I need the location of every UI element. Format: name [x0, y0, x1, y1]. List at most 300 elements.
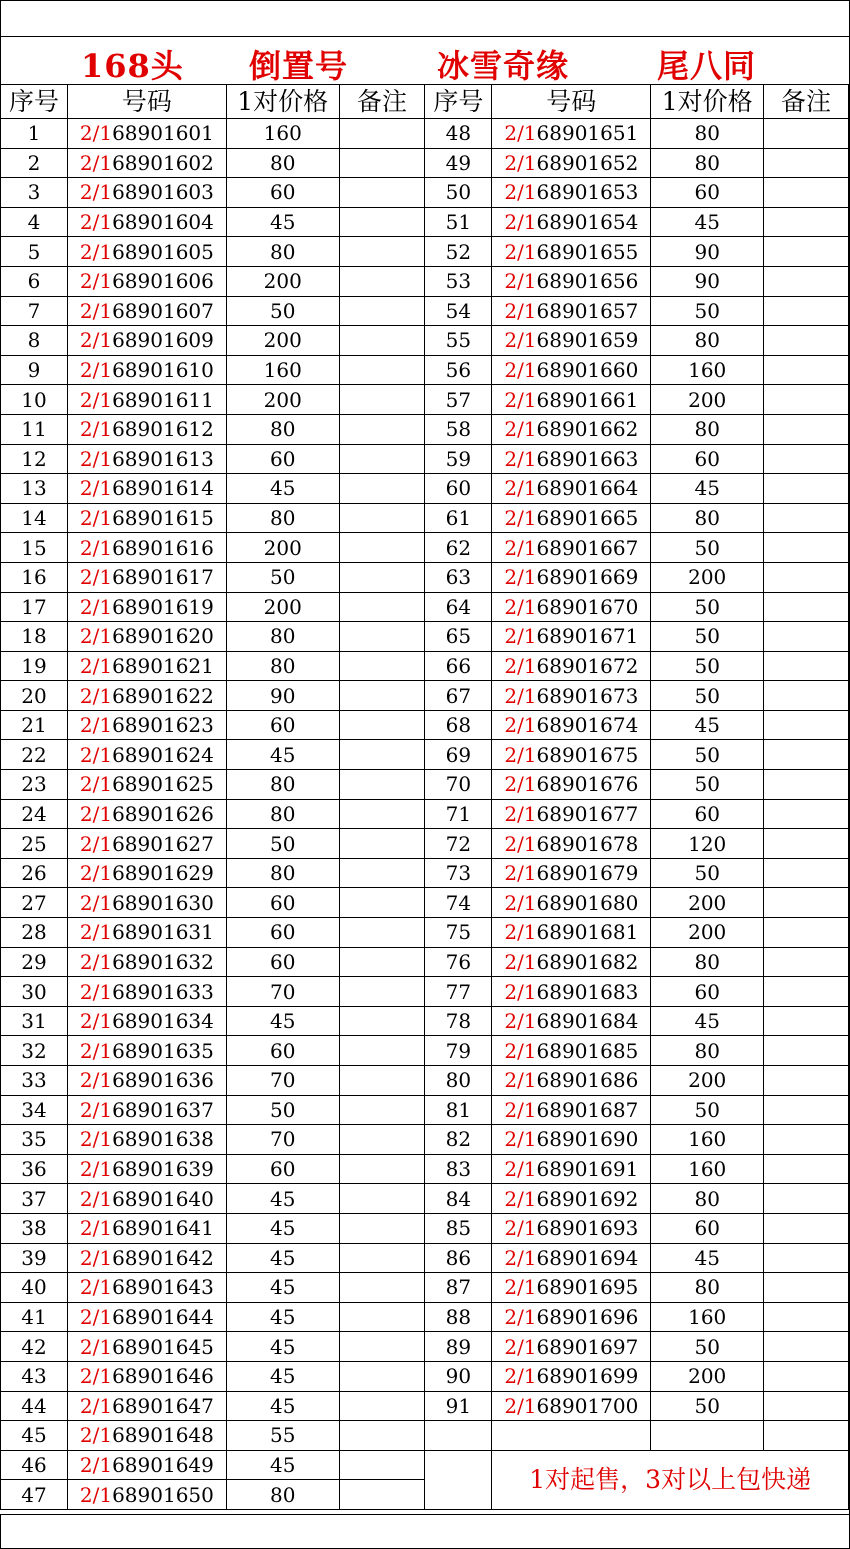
- cell-code: [67, 1450, 226, 1480]
- cell-seq: 71: [425, 799, 492, 829]
- cell-price: 80: [651, 326, 764, 356]
- table-row: [1, 178, 849, 208]
- table-row: [1, 829, 849, 859]
- cell-remark: [764, 1421, 849, 1451]
- cell-price: 60: [651, 977, 764, 1007]
- code-prefix: 2/1: [504, 1364, 537, 1389]
- code-prefix: 2/1: [79, 180, 113, 205]
- cell-price: 80: [651, 119, 764, 149]
- code-prefix: 2/1: [79, 476, 113, 501]
- code-prefix: 2/1: [504, 417, 537, 442]
- cell-code: [67, 503, 226, 533]
- cell-code: [492, 296, 651, 326]
- cell-code: [67, 1480, 226, 1510]
- cell-seq: 75: [425, 918, 492, 948]
- table-row: [1, 1243, 849, 1273]
- code-number: 68901649: [112, 1453, 214, 1478]
- cell-code: [492, 237, 651, 267]
- cell-price: 160: [651, 1154, 764, 1184]
- table-row: [1, 533, 849, 563]
- cell-seq: 54: [425, 296, 492, 326]
- cell-code: [67, 829, 226, 859]
- code-prefix: 2/1: [504, 180, 537, 205]
- cell-code: [67, 266, 226, 296]
- code-number: 68901684: [536, 1009, 639, 1034]
- cell-remark: [339, 326, 425, 356]
- code-prefix: 2/1: [504, 949, 537, 974]
- code-prefix: 2/1: [504, 1245, 537, 1270]
- code-prefix: 2/1: [504, 1216, 537, 1241]
- cell-price: 200: [651, 888, 764, 918]
- code-prefix: 2/1: [504, 1068, 537, 1093]
- cell-seq: 33: [1, 1066, 68, 1096]
- cell-seq: 91: [425, 1391, 492, 1421]
- cell-remark: [764, 1125, 849, 1155]
- cell-remark: [339, 355, 425, 385]
- code-number: 68901677: [536, 801, 639, 826]
- code-number: 68901612: [112, 417, 214, 442]
- cell-price: 200: [226, 592, 339, 622]
- cell-code: [492, 1273, 651, 1303]
- cell-seq: 70: [425, 770, 492, 800]
- table-row: [1, 977, 849, 1007]
- code-prefix: 2/1: [79, 979, 113, 1004]
- code-prefix: 2/1: [79, 417, 113, 442]
- cell-seq: 73: [425, 858, 492, 888]
- code-prefix: 2/1: [79, 653, 113, 678]
- cell-remark: [339, 503, 425, 533]
- code-prefix: 2/1: [504, 920, 537, 945]
- code-prefix: 2/1: [504, 683, 537, 708]
- cell-price: 45: [226, 1184, 339, 1214]
- code-number: 68901604: [112, 210, 214, 235]
- cell-seq: 63: [425, 562, 492, 592]
- cell-code: [492, 1302, 651, 1332]
- cell-remark: [339, 1302, 425, 1332]
- cell-code: [67, 592, 226, 622]
- cell-remark: [339, 1332, 425, 1362]
- table-row: [1, 888, 849, 918]
- cell-price: 80: [226, 237, 339, 267]
- cell-price: 50: [651, 533, 764, 563]
- cell-seq: 62: [425, 533, 492, 563]
- code-number: 68901675: [536, 742, 639, 767]
- cell-price: 80: [651, 1273, 764, 1303]
- cell-code: [492, 1184, 651, 1214]
- table-row: [1, 444, 849, 474]
- table-row: [1, 1095, 849, 1125]
- code-number: 68901676: [536, 772, 639, 797]
- cell-remark: [764, 740, 849, 770]
- cell-remark: [339, 266, 425, 296]
- cell-price: 80: [226, 622, 339, 652]
- table-row: [1, 740, 849, 770]
- cell-code: [492, 178, 651, 208]
- code-number: 68901700: [536, 1393, 639, 1418]
- cell-code: [492, 918, 651, 948]
- code-prefix: 2/1: [504, 653, 537, 678]
- code-number: 68901617: [112, 565, 214, 590]
- code-number: 68901603: [112, 180, 214, 205]
- cell-code: [67, 296, 226, 326]
- cell-remark: [339, 1095, 425, 1125]
- table-row: [1, 1213, 849, 1243]
- cell-price: [651, 1421, 764, 1451]
- code-prefix: 2/1: [79, 358, 113, 383]
- cell-price: 200: [651, 1361, 764, 1391]
- cell-remark: [339, 1480, 425, 1510]
- cell-code: [67, 1036, 226, 1066]
- code-prefix: 2/1: [79, 446, 113, 471]
- cell-seq: 11: [1, 414, 68, 444]
- cell-seq: 29: [1, 947, 68, 977]
- code-number: 68901660: [536, 358, 639, 383]
- code-number: 68901650: [112, 1482, 214, 1507]
- cell-price: 50: [651, 296, 764, 326]
- cell-seq: 10: [1, 385, 68, 415]
- code-number: 68901601: [112, 121, 214, 146]
- code-prefix: 2/1: [79, 683, 113, 708]
- code-number: 68901680: [536, 890, 639, 915]
- code-prefix: 2/1: [504, 150, 537, 175]
- code-number: 68901623: [112, 713, 214, 738]
- cell-seq: 20: [1, 681, 68, 711]
- cell-seq: 56: [425, 355, 492, 385]
- table-row: [1, 1066, 849, 1096]
- code-number: 68901648: [112, 1423, 214, 1448]
- code-number: 68901681: [536, 920, 639, 945]
- header-row: [1, 85, 849, 119]
- cell-remark: [764, 651, 849, 681]
- cell-price: 200: [226, 266, 339, 296]
- cell-code: [492, 1006, 651, 1036]
- code-prefix: 2/1: [504, 328, 537, 353]
- code-prefix: 2/1: [79, 239, 113, 264]
- cell-code: [67, 1125, 226, 1155]
- cell-seq: 37: [1, 1184, 68, 1214]
- cell-remark: [764, 1184, 849, 1214]
- cell-code: [492, 829, 651, 859]
- cell-price: 45: [226, 474, 339, 504]
- title-category: 倒置号: [249, 47, 349, 85]
- cell-code: [67, 888, 226, 918]
- table-row: [1, 858, 849, 888]
- cell-remark: [764, 266, 849, 296]
- cell-price: 70: [226, 1066, 339, 1096]
- cell-code: [67, 207, 226, 237]
- code-number: 68901699: [536, 1364, 639, 1389]
- title-row: [0, 36, 849, 84]
- cell-remark: [764, 710, 849, 740]
- cell-code: [67, 355, 226, 385]
- cell-price: 160: [651, 1125, 764, 1155]
- cell-seq: 9: [1, 355, 68, 385]
- cell-remark: [764, 1391, 849, 1421]
- cell-code: [67, 740, 226, 770]
- cell-price: 120: [651, 829, 764, 859]
- cell-seq: 32: [1, 1036, 68, 1066]
- cell-remark: [764, 207, 849, 237]
- cell-code: [492, 1361, 651, 1391]
- cell-code: [492, 977, 651, 1007]
- code-number: 68901671: [536, 624, 639, 649]
- cell-seq: 21: [1, 710, 68, 740]
- title-theme: 冰雪奇缘: [437, 47, 570, 85]
- price-table: [0, 84, 849, 1510]
- cell-remark: [764, 1243, 849, 1273]
- cell-price: 80: [226, 799, 339, 829]
- cell-remark: [764, 414, 849, 444]
- cell-seq: 41: [1, 1302, 68, 1332]
- cell-remark: [339, 681, 425, 711]
- cell-remark: [339, 1154, 425, 1184]
- cell-seq: [425, 1450, 492, 1509]
- table-row: [1, 266, 849, 296]
- code-prefix: 2/1: [79, 1127, 113, 1152]
- cell-remark: [764, 119, 849, 149]
- cell-seq: 18: [1, 622, 68, 652]
- cell-price: 45: [226, 1273, 339, 1303]
- code-number: 68901611: [112, 387, 214, 412]
- cell-seq: 60: [425, 474, 492, 504]
- cell-code: [67, 1006, 226, 1036]
- cell-seq: 26: [1, 858, 68, 888]
- cell-price: 50: [651, 1095, 764, 1125]
- cell-price: 50: [651, 622, 764, 652]
- code-number: 68901630: [112, 890, 214, 915]
- code-prefix: 2/1: [504, 979, 537, 1004]
- cell-code: [492, 119, 651, 149]
- cell-seq: 1: [1, 119, 68, 149]
- code-prefix: 2/1: [79, 535, 113, 560]
- code-number: 68901610: [112, 358, 214, 383]
- code-number: 68901663: [536, 446, 639, 471]
- cell-code: [492, 1213, 651, 1243]
- cell-remark: [764, 977, 849, 1007]
- cell-price: 80: [226, 651, 339, 681]
- cell-code: [67, 1154, 226, 1184]
- cell-price: 50: [226, 1095, 339, 1125]
- code-prefix: 2/1: [79, 1334, 113, 1359]
- code-number: 68901606: [112, 269, 214, 294]
- cell-remark: [339, 592, 425, 622]
- cell-price: 45: [226, 1213, 339, 1243]
- header-price: 1对价格: [226, 85, 339, 119]
- cell-price: 200: [651, 1066, 764, 1096]
- code-number: 68901602: [112, 150, 214, 175]
- code-number: 68901636: [112, 1068, 214, 1093]
- cell-seq: 24: [1, 799, 68, 829]
- header-code: 号码: [67, 85, 226, 119]
- code-prefix: 2/1: [504, 535, 537, 560]
- code-prefix: 2/1: [504, 831, 537, 856]
- code-prefix: 2/1: [504, 358, 537, 383]
- cell-seq: 82: [425, 1125, 492, 1155]
- code-number: 68901686: [536, 1068, 639, 1093]
- cell-seq: 5: [1, 237, 68, 267]
- cell-remark: [764, 1006, 849, 1036]
- cell-seq: 35: [1, 1125, 68, 1155]
- code-number: 68901667: [536, 535, 639, 560]
- code-number: 68901637: [112, 1097, 214, 1122]
- cell-remark: [339, 1421, 425, 1451]
- cell-seq: 39: [1, 1243, 68, 1273]
- cell-remark: [339, 1391, 425, 1421]
- cell-seq: 53: [425, 266, 492, 296]
- cell-code: [492, 444, 651, 474]
- table-row: [1, 1184, 849, 1214]
- cell-remark: [764, 799, 849, 829]
- cell-seq: 48: [425, 119, 492, 149]
- table-row: [1, 947, 849, 977]
- code-number: 68901691: [536, 1157, 639, 1182]
- code-number: 68901664: [536, 476, 639, 501]
- cell-seq: 79: [425, 1036, 492, 1066]
- header-code: 号码: [492, 85, 651, 119]
- cell-remark: [764, 1332, 849, 1362]
- cell-seq: 8: [1, 326, 68, 356]
- code-number: 68901692: [536, 1186, 639, 1211]
- code-prefix: 2/1: [504, 801, 537, 826]
- cell-price: 80: [651, 1036, 764, 1066]
- cell-code: [492, 1391, 651, 1421]
- cell-remark: [764, 947, 849, 977]
- title-suffix: 尾八同: [657, 47, 757, 85]
- cell-code: [67, 385, 226, 415]
- code-prefix: 2/1: [79, 1009, 113, 1034]
- code-number: 68901644: [112, 1305, 214, 1330]
- cell-remark: [339, 622, 425, 652]
- cell-seq: 47: [1, 1480, 68, 1510]
- cell-remark: [764, 444, 849, 474]
- cell-code: [492, 326, 651, 356]
- code-number: 68901624: [112, 742, 214, 767]
- code-prefix: 2/1: [504, 742, 537, 767]
- table-row: [1, 414, 849, 444]
- cell-price: 45: [651, 207, 764, 237]
- cell-remark: [339, 533, 425, 563]
- cell-seq: 88: [425, 1302, 492, 1332]
- cell-code: [67, 918, 226, 948]
- cell-remark: [339, 296, 425, 326]
- code-prefix: 2/1: [504, 210, 537, 235]
- table-row: [1, 326, 849, 356]
- code-number: 68901615: [112, 506, 214, 531]
- code-number: 68901656: [536, 269, 639, 294]
- cell-remark: [764, 562, 849, 592]
- cell-code: [492, 1332, 651, 1362]
- cell-price: 80: [226, 770, 339, 800]
- table-row: [1, 1332, 849, 1362]
- code-number: 68901616: [112, 535, 214, 560]
- table-row: [1, 1154, 849, 1184]
- cell-seq: 86: [425, 1243, 492, 1273]
- code-prefix: 2/1: [79, 1305, 113, 1330]
- cell-remark: [764, 592, 849, 622]
- top-blank-band: [0, 0, 849, 36]
- cell-price: 50: [651, 858, 764, 888]
- cell-seq: 52: [425, 237, 492, 267]
- cell-price: 80: [226, 858, 339, 888]
- cell-price: 45: [226, 1243, 339, 1273]
- cell-code: [492, 1154, 651, 1184]
- code-prefix: 2/1: [504, 1305, 537, 1330]
- cell-price: 80: [651, 947, 764, 977]
- cell-price: 55: [226, 1421, 339, 1451]
- code-number: 68901638: [112, 1127, 214, 1152]
- cell-remark: [339, 562, 425, 592]
- code-prefix: 2/1: [504, 890, 537, 915]
- code-prefix: 2/1: [504, 1097, 537, 1122]
- cell-seq: 4: [1, 207, 68, 237]
- table-row: [1, 622, 849, 652]
- code-prefix: 2/1: [79, 772, 113, 797]
- code-number: 68901605: [112, 239, 214, 264]
- cell-code: [67, 1095, 226, 1125]
- table-row: [1, 237, 849, 267]
- cell-price: 80: [226, 503, 339, 533]
- cell-remark: [764, 148, 849, 178]
- cell-code: [492, 622, 651, 652]
- cell-seq: 16: [1, 562, 68, 592]
- code-number: 68901629: [112, 861, 214, 886]
- cell-remark: [764, 1361, 849, 1391]
- cell-seq: 80: [425, 1066, 492, 1096]
- cell-remark: [339, 710, 425, 740]
- cell-remark: [764, 1095, 849, 1125]
- cell-code: [67, 119, 226, 149]
- cell-seq: 67: [425, 681, 492, 711]
- code-prefix: 2/1: [79, 387, 113, 412]
- code-prefix: 2/1: [79, 269, 113, 294]
- header-seq: 序号: [425, 85, 492, 119]
- code-number: 68901669: [536, 565, 639, 590]
- table-row: [1, 1421, 849, 1451]
- cell-seq: 89: [425, 1332, 492, 1362]
- code-prefix: 2/1: [504, 121, 537, 146]
- cell-seq: 57: [425, 385, 492, 415]
- cell-price: 45: [651, 1243, 764, 1273]
- cell-price: 80: [226, 1480, 339, 1510]
- cell-code: [492, 799, 651, 829]
- table-row: [1, 474, 849, 504]
- cell-price: 90: [651, 266, 764, 296]
- cell-code: [67, 858, 226, 888]
- cell-price: 45: [226, 1006, 339, 1036]
- cell-code: [67, 474, 226, 504]
- header-remark: 备注: [764, 85, 849, 119]
- code-number: 68901613: [112, 446, 214, 471]
- code-number: 68901620: [112, 624, 214, 649]
- title-prefix: 168头: [81, 47, 184, 85]
- cell-remark: [764, 1213, 849, 1243]
- code-number: 68901626: [112, 801, 214, 826]
- cell-seq: 2: [1, 148, 68, 178]
- code-prefix: 2/1: [504, 298, 537, 323]
- table-row: [1, 503, 849, 533]
- code-prefix: 2/1: [504, 1334, 537, 1359]
- cell-remark: [764, 622, 849, 652]
- cell-price: 160: [651, 1302, 764, 1332]
- cell-remark: [764, 385, 849, 415]
- cell-price: 60: [226, 1036, 339, 1066]
- cell-price: 60: [226, 1154, 339, 1184]
- code-number: 68901655: [536, 239, 639, 264]
- cell-code: [492, 710, 651, 740]
- cell-remark: [339, 1006, 425, 1036]
- cell-seq: 83: [425, 1154, 492, 1184]
- cell-code: [492, 474, 651, 504]
